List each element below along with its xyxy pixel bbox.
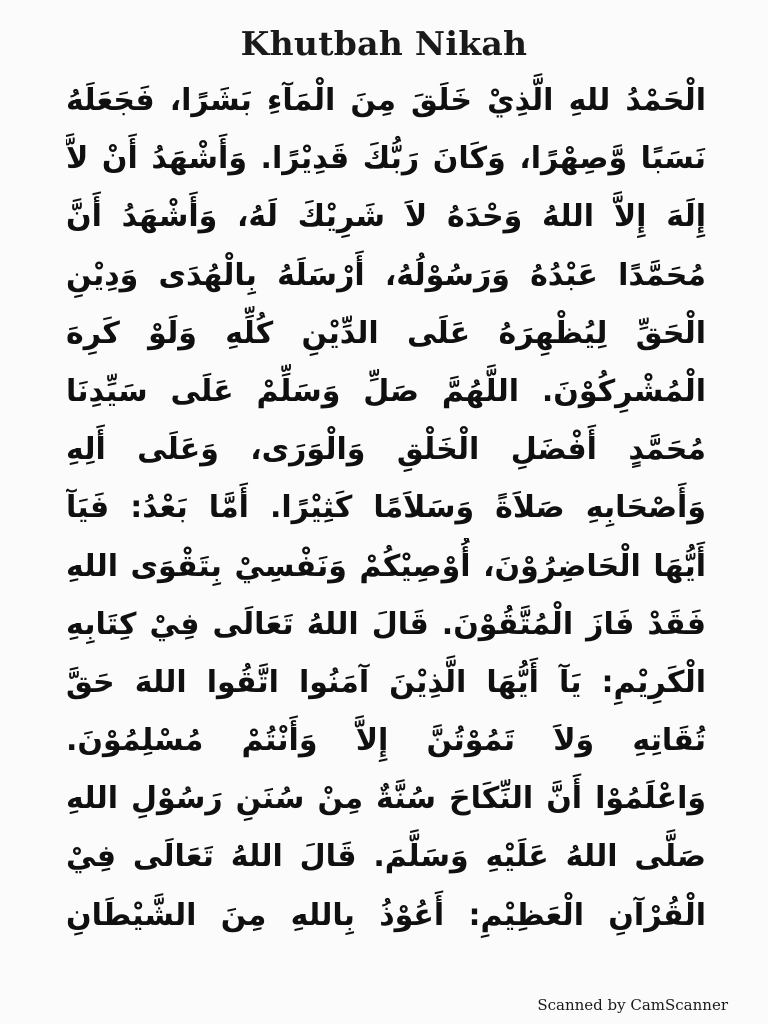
text-line-2: نَسَبًا وَّصِهْرًا، وَكَانَ رَبُّكَ قَدِيْرًا. وَأَشْهَدُ أَنْ لاَّ <box>66 141 706 177</box>
text-line-13: وَاعْلَمُوْا أَنَّ النِّكَاحَ سُنَّةٌ مِنْ سُنَنِ رَسُوْلِ اللهِ <box>66 781 706 817</box>
text-line-8: وَأَصْحَابِهِ صَلاَةً وَسَلاَمًا كَثِيْرًا. أَمَّا بَعْدُ: فَيَآ <box>66 490 706 526</box>
text-line-11: الْكَرِيْمِ: يَآ أَيُّهَا الَّذِيْنَ آمَنُوا اتَّقُوا اللهَ حَقَّ <box>66 664 706 700</box>
text-line-10: فَقَدْ فَازَ الْمُتَّقُوْنَ. قَالَ اللهُ تَعَالَى فِيْ كِتَابِهِ <box>66 606 706 642</box>
document-title: Khutbah Nikah <box>240 24 528 63</box>
text-line-1: الْحَمْدُ للهِ الَّذِيْ خَلَقَ مِنَ الْمَآءِ بَشَرًا، فَجَعَلَهُ <box>66 83 706 118</box>
text-line-14: صَلَّى اللهُ عَلَيْهِ وَسَلَّمَ. قَالَ اللهُ تَعَالَى فِيْ <box>66 839 706 875</box>
text-line-9: أَيُّهَا الْحَاضِرُوْنَ، أُوْصِيْكُمْ وَنَفْسِيْ بِتَقْوَى اللهِ <box>66 548 706 584</box>
text-line-3: إِلَهَ إِلاَّ اللهُ وَحْدَهُ لاَ شَرِيْكَ لَهُ، وَأَشْهَدُ أَنَّ <box>66 199 706 235</box>
khutbah-text <box>66 72 706 945</box>
text-line-6: الْمُشْرِكُوْنَ. اللَّهُمَّ صَلِّ وَسَلِّمْ عَلَى سَيِّدِنَا <box>66 373 706 409</box>
text-line-5: الْحَقِّ لِيُظْهِرَهُ عَلَى الدِّيْنِ كُلِّهِ وَلَوْ كَرِهَ <box>66 315 706 351</box>
text-line-7: مُحَمَّدٍ أَفْضَلِ الْخَلْقِ وَالْوَرَى، وَعَلَى أَلِهِ <box>66 432 706 468</box>
text-line-4: مُحَمَّدًا عَبْدُهُ وَرَسُوْلُهُ، أَرْسَلَهُ بِالْهُدَى وَدِيْنِ <box>66 257 706 293</box>
text-line-12: تُقَاتِهِ وَلاَ تَمُوْتُنَّ إِلاَّ وَأَنْتُمْ مُسْلِمُوْنَ. <box>66 723 706 759</box>
text-line-15: الْقُرْآنِ الْعَظِيْمِ: أَعُوْذُ بِاللهِ مِنَ الشَّيْطَانِ <box>66 897 706 933</box>
scanner-watermark: Scanned by CamScanner <box>537 996 728 1014</box>
